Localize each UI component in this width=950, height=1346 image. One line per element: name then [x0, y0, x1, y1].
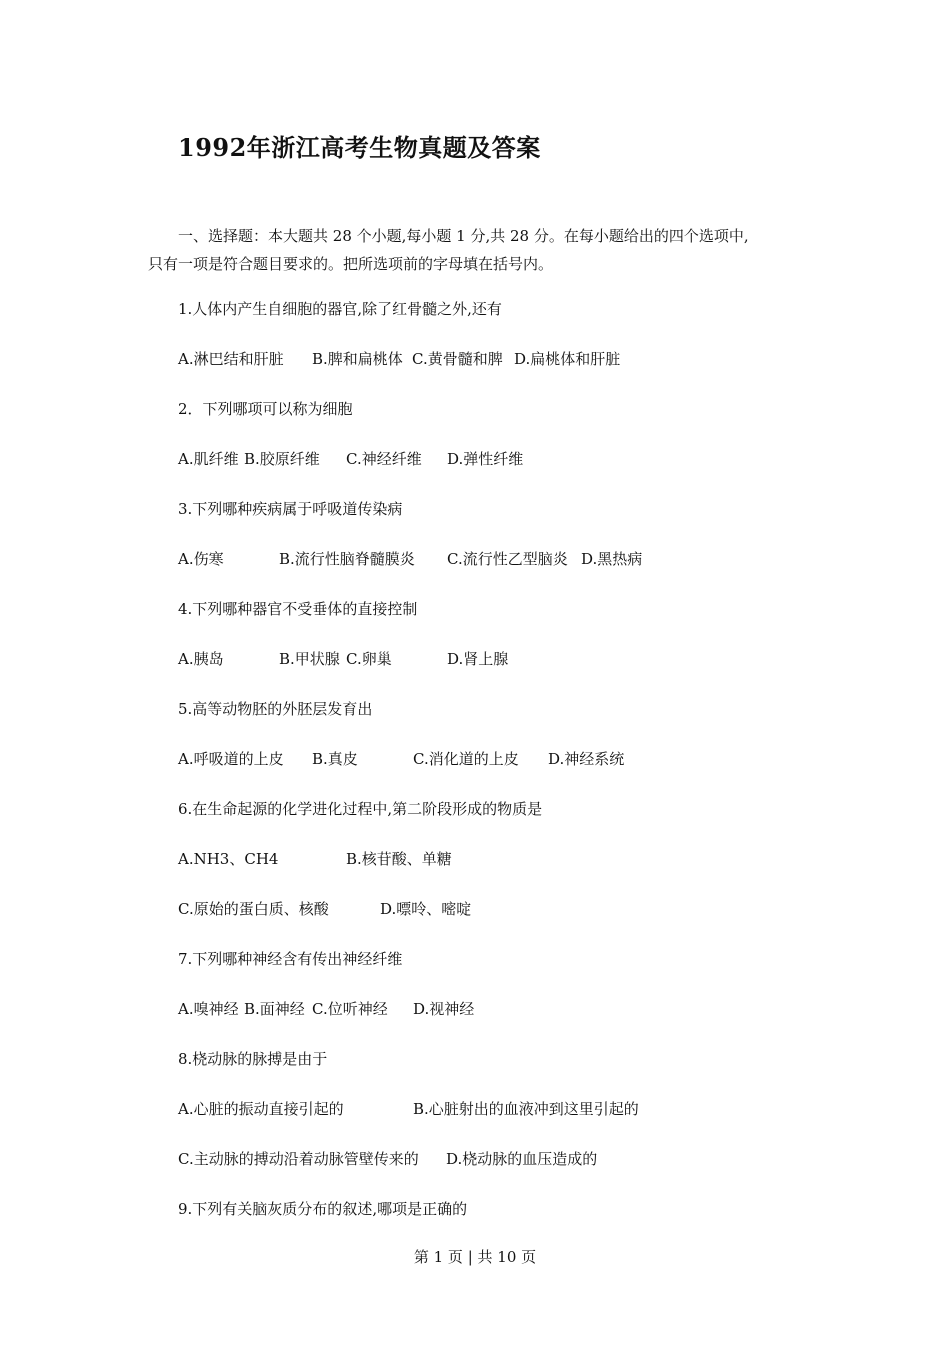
- question-6-option-b: B.核苷酸、单糖: [346, 850, 452, 868]
- question-1-option-c: C.黄骨髓和脾: [412, 350, 503, 368]
- question-4-option-b: B.甲状腺: [279, 650, 340, 668]
- question-7-option-c: C.位听神经: [312, 1000, 388, 1018]
- question-1-option-d: D.扁桃体和肝脏: [514, 350, 621, 368]
- question-8-option-d: D.桡动脉的血压造成的: [446, 1150, 598, 1168]
- question-2-stem: 2．下列哪项可以称为细胞: [178, 400, 353, 418]
- question-8-option-c: C.主动脉的搏动沿着动脉管壁传来的: [178, 1150, 419, 1168]
- question-3-option-d: D.黑热病: [581, 550, 643, 568]
- question-1-option-b: B.脾和扁桃体: [312, 350, 403, 368]
- question-4-stem: 4.下列哪种器官不受垂体的直接控制: [178, 600, 418, 618]
- question-4-option-c: C.卵巢: [346, 650, 392, 668]
- question-1-option-a: A.淋巴结和肝脏: [178, 350, 284, 368]
- question-6-option-a: A.NH3、CH4: [178, 850, 279, 868]
- question-9-stem: 9.下列有关脑灰质分布的叙述,哪项是正确的: [178, 1200, 468, 1218]
- page-footer: 第 1 页 | 共 10 页: [413, 1248, 537, 1266]
- question-1-stem: 1.人体内产生自细胞的器官,除了红骨髓之外,还有: [178, 300, 502, 318]
- question-2-option-d: D.弹性纤维: [447, 450, 524, 468]
- question-7-option-a: A.嗅神经: [178, 1000, 239, 1018]
- question-3-option-c: C.流行性乙型脑炎: [447, 550, 568, 568]
- question-6-option-d: D.嘌呤、嘧啶: [380, 900, 472, 918]
- question-5-option-a: A.呼吸道的上皮: [178, 750, 284, 768]
- question-7-stem: 7.下列哪种神经含有传出神经纤维: [178, 950, 403, 968]
- question-6-stem: 6.在生命起源的化学进化过程中,第二阶段形成的物质是: [178, 800, 543, 818]
- question-8-option-a: A.心脏的振动直接引起的: [178, 1100, 344, 1118]
- question-8-stem: 8.桡动脉的脉搏是由于: [178, 1050, 328, 1068]
- question-2-option-c: C.神经纤维: [346, 450, 422, 468]
- document-title: 1992年浙江高考生物真题及答案: [178, 133, 541, 162]
- question-7-option-b: B.面神经: [244, 1000, 305, 1018]
- question-5-option-c: C.消化道的上皮: [413, 750, 519, 768]
- question-4-option-a: A.胰岛: [178, 650, 224, 668]
- section-intro-line2: 只有一项是符合题目要求的。把所选项前的字母填在括号内。: [148, 255, 554, 273]
- question-4-option-d: D.肾上腺: [447, 650, 509, 668]
- question-3-option-b: B.流行性脑脊髓膜炎: [279, 550, 415, 568]
- question-6-option-c: C.原始的蛋白质、核酸: [178, 900, 329, 918]
- question-5-option-d: D.神经系统: [548, 750, 625, 768]
- question-2-option-a: A.肌纤维: [178, 450, 239, 468]
- question-7-option-d: D.视神经: [413, 1000, 475, 1018]
- question-3-option-a: A.伤寒: [178, 550, 224, 568]
- question-5-stem: 5.高等动物胚的外胚层发育出: [178, 700, 373, 718]
- section-intro-line1: 一、选择题：本大题共 28 个小题,每小题 1 分,共 28 分。在每小题给出的四个选项中,: [178, 227, 749, 245]
- question-8-option-b: B.心脏射出的血液冲到这里引起的: [413, 1100, 639, 1118]
- question-2-option-b: B.胶原纤维: [244, 450, 320, 468]
- question-3-stem: 3.下列哪种疾病属于呼吸道传染病: [178, 500, 403, 518]
- question-5-option-b: B.真皮: [312, 750, 358, 768]
